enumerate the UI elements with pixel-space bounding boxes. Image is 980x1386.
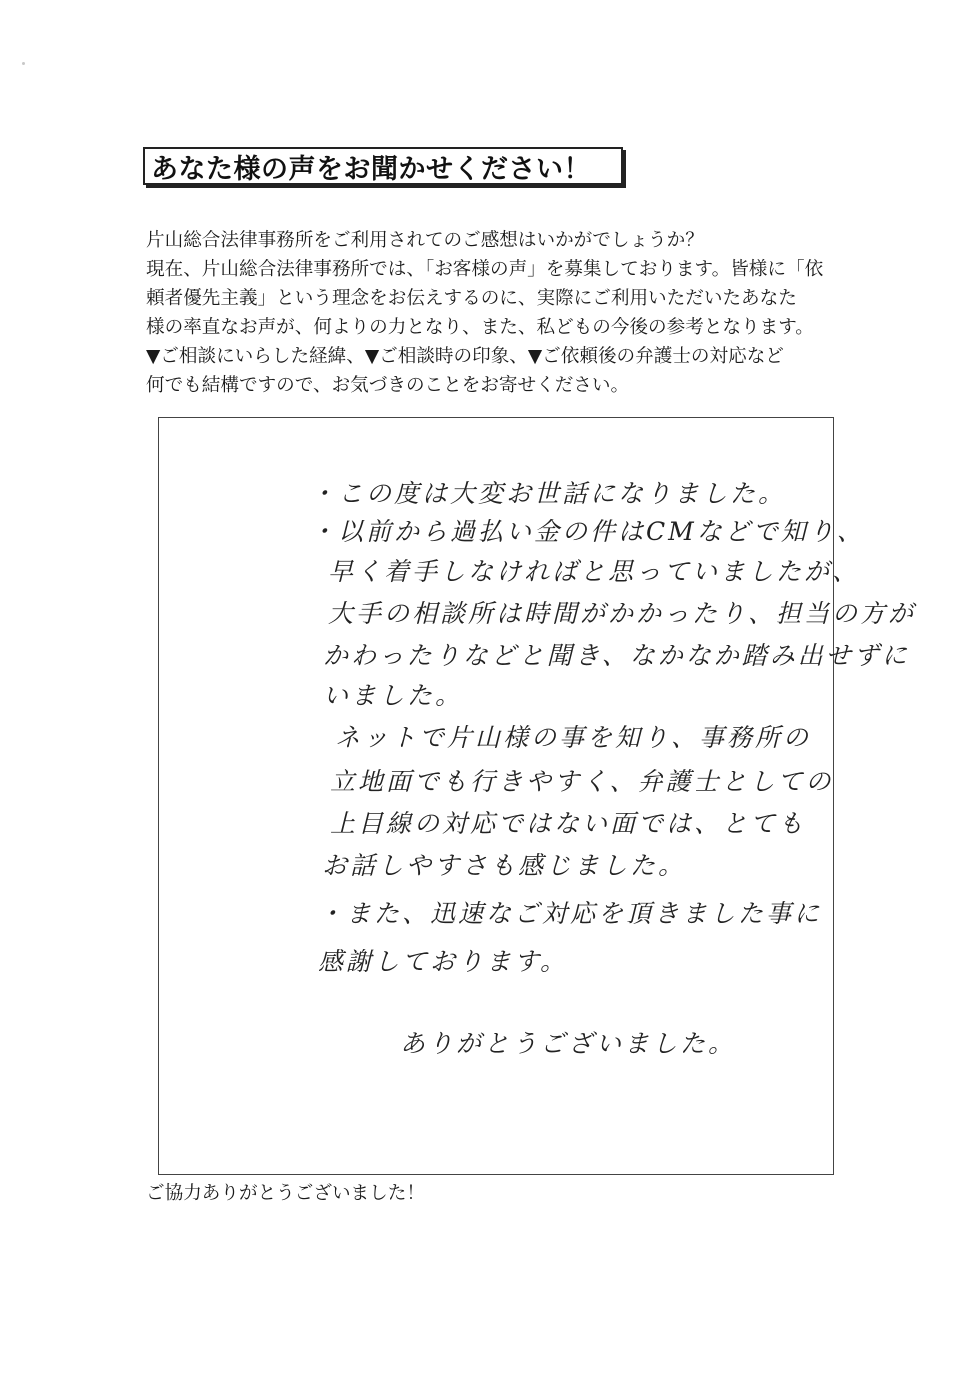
handwritten-line: ・この度は大変お世話になりました。 bbox=[310, 479, 787, 508]
intro-line: 片山総合法律事務所をご利用されてのご感想はいかがでしょうか？ bbox=[146, 230, 704, 251]
handwritten-line: 大手の相談所は時間がかかったり、担当の方が bbox=[328, 599, 917, 628]
handwritten-line: ・以前から過払い金の件はCMなどで知り、 bbox=[310, 517, 865, 546]
intro-line: 現在、片山総合法律事務所では、「お客様の声」を募集しております。皆様に「依 bbox=[146, 259, 824, 280]
intro-line: 様の率直なお声が、何よりの力となり、また、私どもの今後の参考となります。 bbox=[146, 317, 814, 338]
handwritten-line: かわったりなどと聞き、なかなか踏み出せずに bbox=[323, 641, 910, 670]
handwritten-line: ネットで片山様の事を知り、事務所の bbox=[335, 723, 812, 752]
handwritten-line: ・また、迅速なご対応を頂きました事に bbox=[318, 899, 823, 928]
handwritten-line: いました。 bbox=[323, 681, 464, 710]
handwritten-line: 感謝しております。 bbox=[318, 947, 569, 976]
handwritten-line: 立地面でも行きやすく、弁護士としての bbox=[330, 767, 834, 796]
handwritten-line: 上目線の対応ではない面では、とても bbox=[330, 809, 807, 838]
title-box bbox=[143, 147, 623, 185]
handwritten-line: 早く着手しなければと思っていましたが、 bbox=[328, 557, 861, 586]
page-title: あなた様の声をお聞かせください！ bbox=[151, 153, 591, 185]
scan-speck bbox=[22, 62, 25, 65]
handwritten-line: ありがとうございました。 bbox=[400, 1029, 737, 1058]
intro-line: 頼者優先主義」という理念をお伝えするのに、実際にご利用いただいたあなた bbox=[146, 288, 797, 309]
intro-line: 何でも結構ですので、お気づきのことをお寄せください。 bbox=[146, 375, 630, 396]
handwritten-line: お話しやすさも感じました。 bbox=[322, 851, 687, 880]
intro-paragraph bbox=[146, 226, 846, 400]
closing-thanks: ご協力ありがとうございました！ bbox=[146, 1183, 425, 1204]
intro-line: ▼ご相談にいらした経緯、▼ご相談時の印象、▼ご依頼後の弁護士の対応など bbox=[146, 346, 784, 367]
